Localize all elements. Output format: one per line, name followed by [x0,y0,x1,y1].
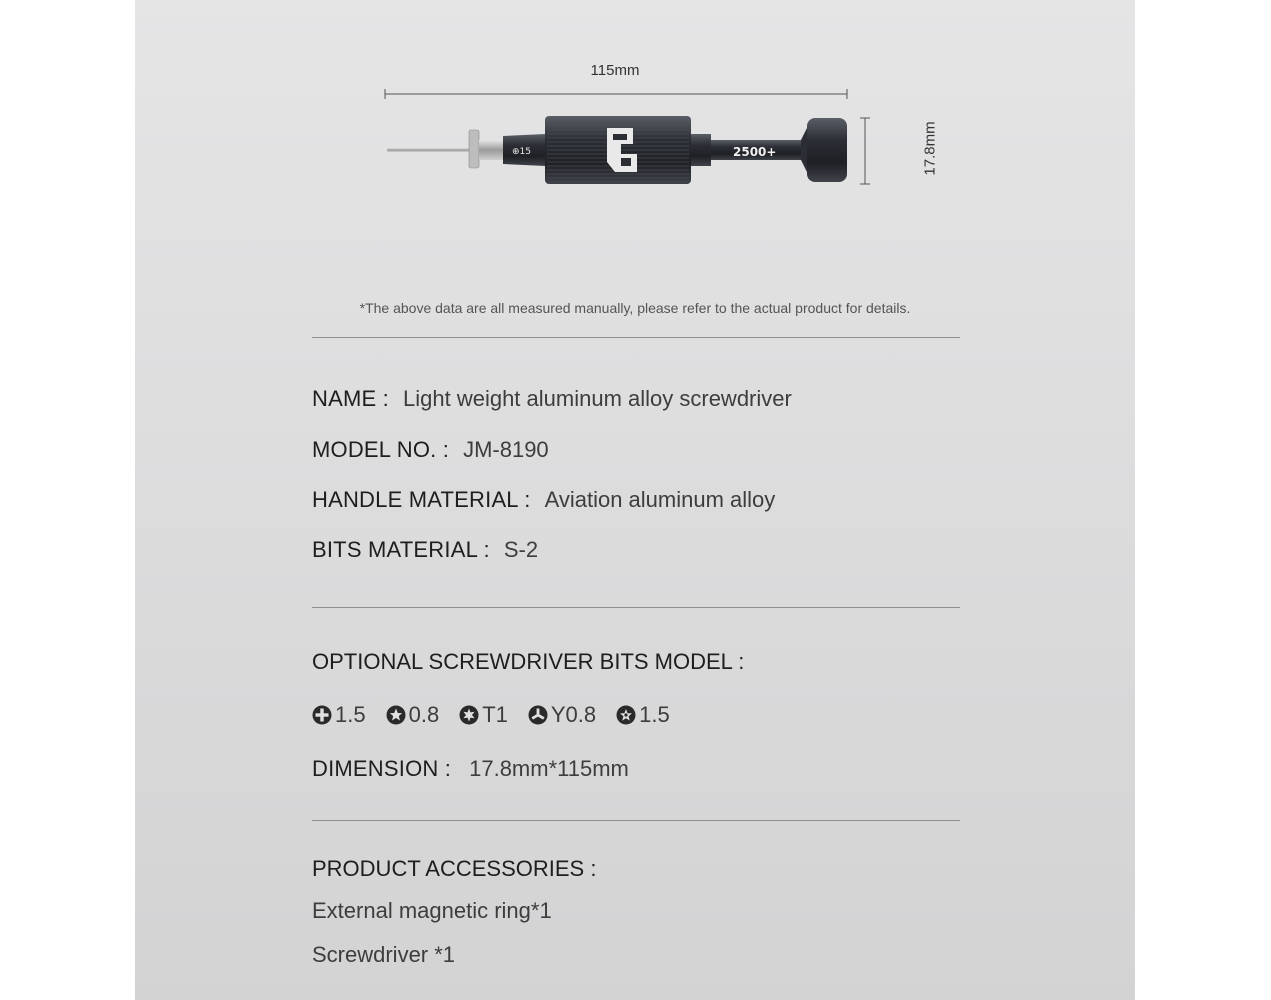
bits-heading: OPTIONAL SCREWDRIVER BITS MODEL : [312,649,745,674]
length-label: 115mm [590,62,640,79]
phillips-icon [312,705,332,725]
spec-value: Light weight aluminum alloy screwdriver [403,386,792,411]
tool-brand-mark: 2500+ [733,145,777,159]
divider [312,337,960,338]
spec-label: DIMENSION : [312,756,452,781]
spec-label: HANDLE MATERIAL : [312,487,531,512]
diameter-dimension-line [860,118,870,184]
divider [312,820,960,821]
spec-label: BITS MATERIAL : [312,537,490,562]
bit-size: Y0.8 [550,702,597,727]
bit-item [312,702,366,728]
tri-wing-icon [528,705,548,725]
screwdriver-drawing [135,0,1135,260]
spec-value: 17.8mm*115mm [469,756,629,781]
accessory-item: External magnetic ring*1 [312,898,552,923]
accessories-heading: PRODUCT ACCESSORIES : [312,856,597,881]
bit-size: 1.5 [335,702,366,727]
spec-row-name [312,386,792,412]
spec-row-model [312,437,549,463]
diameter-label: 17.8mm [921,121,939,176]
spec-value: JM-8190 [463,437,549,462]
spec-label: MODEL NO. : [312,437,450,462]
handle-neck [691,134,711,166]
bit-tip [387,148,469,152]
measurement-note: *The above data are all measured manually, please refer to the actual product for details. [359,300,911,316]
tool-bit-mark: ⊕15 [512,147,531,157]
bit-holder [479,140,503,160]
spec-row-dimension [312,756,629,782]
divider [312,607,960,608]
bit-size: 0.8 [408,702,440,727]
bit-item [386,702,440,728]
spec-label: NAME : [312,386,389,411]
product-spec-panel [135,0,1135,1000]
bit-item [459,702,508,728]
pentalobe-icon [386,705,406,725]
bit-size: T1 [482,702,508,727]
spec-value: S-2 [503,537,539,562]
star-icon [616,705,636,725]
bit-size: 1.5 [639,702,670,727]
spec-value: Aviation aluminum alloy [544,487,776,512]
bit-collar [469,130,479,168]
length-dimension-line [385,89,847,99]
bit-item [616,702,670,728]
torx-icon [459,705,479,725]
accessory-item: Screwdriver *1 [312,942,456,967]
bits-list [312,702,670,728]
spec-row-bits-material [312,537,538,563]
rotating-cap [807,118,847,182]
bit-item [528,702,596,728]
spec-row-handle-material [312,487,775,513]
